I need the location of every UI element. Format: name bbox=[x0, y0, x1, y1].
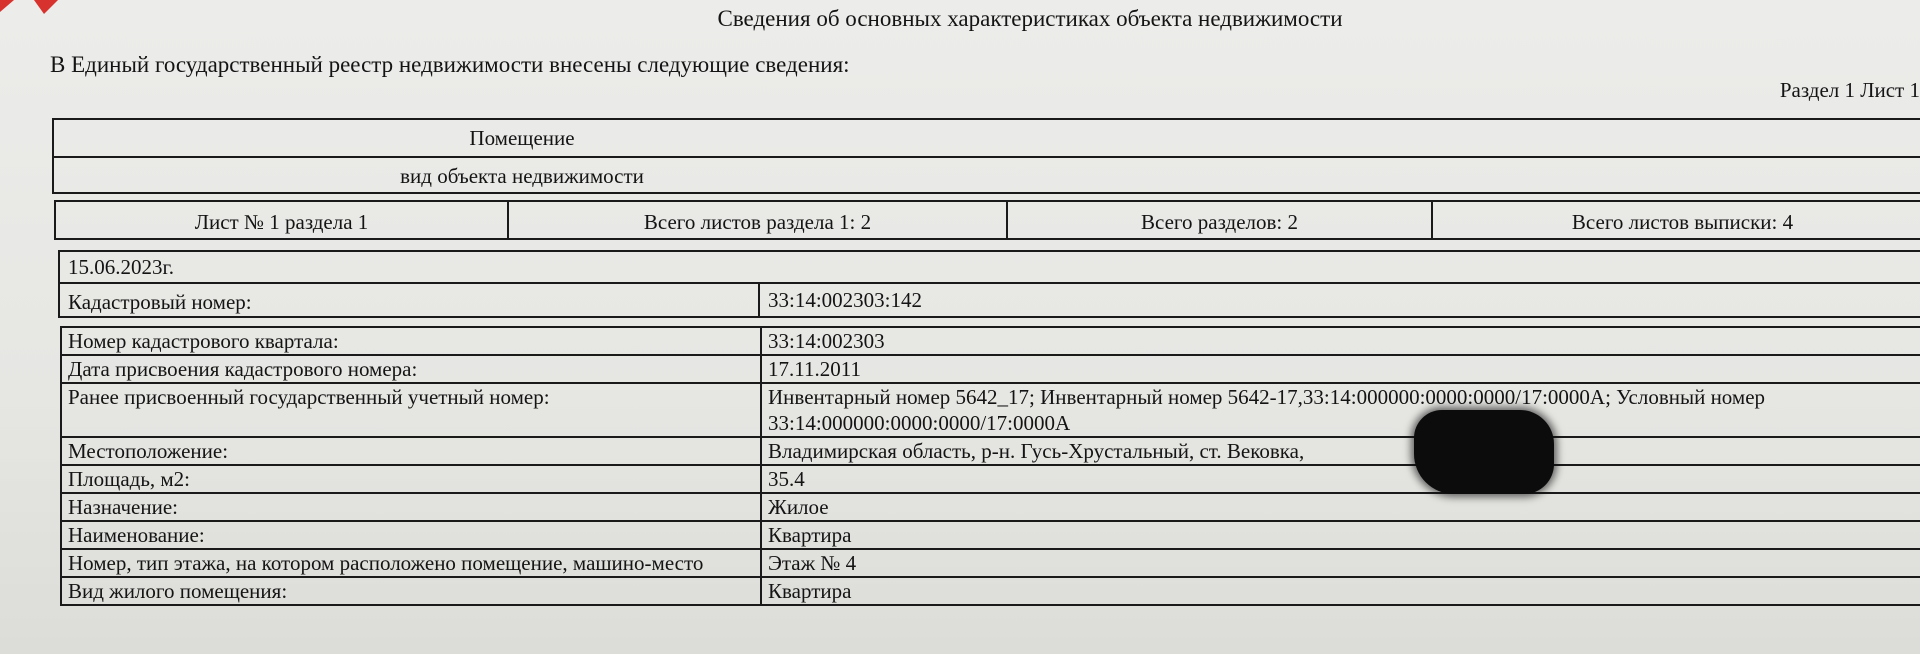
row-value: 17.11.2011 bbox=[761, 355, 1920, 383]
cadastral-number-label: Кадастровый номер: bbox=[60, 284, 760, 318]
table-row bbox=[61, 521, 1920, 549]
total-sections: Всего разделов: 2 bbox=[1008, 202, 1433, 238]
row-label: Номер, тип этажа, на котором расположено помещение, машино-место bbox=[61, 549, 761, 577]
document-title: Сведения об основных характеристиках объекта недвижимости bbox=[717, 6, 1343, 31]
table-row bbox=[61, 327, 1920, 355]
sheet-info-row bbox=[54, 200, 1920, 240]
row-label: Назначение: bbox=[61, 493, 761, 521]
row-label: Дата присвоения кадастрового номера: bbox=[61, 355, 761, 383]
row-value: Жилое bbox=[761, 493, 1920, 521]
table-row bbox=[61, 493, 1920, 521]
object-header bbox=[52, 118, 1920, 194]
total-sheets-extract: Всего листов выписки: 4 bbox=[1571, 210, 1794, 234]
object-type-caption: вид объекта недвижимости bbox=[54, 156, 1920, 192]
table-row bbox=[61, 577, 1920, 605]
row-value: Квартира bbox=[761, 577, 1920, 605]
characteristics-table bbox=[60, 326, 1920, 606]
table-row bbox=[61, 437, 1920, 465]
row-value: Владимирская область, р-н. Гусь-Хрустальный, ст. Вековка, bbox=[761, 437, 1920, 465]
extract-date: 15.06.2023г. bbox=[60, 252, 1920, 284]
row-value: Инвентарный номер 5642_17; Инвентарный номер 5642-17,33:14:000000:0000:0000/17:0000А; Условный номер 33:14:000000:0000:0000/17:0000А bbox=[761, 383, 1920, 437]
date-block bbox=[58, 250, 1920, 318]
row-value: Этаж № 4 bbox=[761, 549, 1920, 577]
cadastral-number-value: 33:14:002303:142 bbox=[768, 288, 923, 312]
row-label: Вид жилого помещения: bbox=[61, 577, 761, 605]
row-label: Местоположение: bbox=[61, 437, 761, 465]
sheet-of-section: Лист № 1 раздела 1 bbox=[56, 202, 509, 238]
row-label: Ранее присвоенный государственный учетный номер: bbox=[61, 383, 761, 437]
cadastral-number-row bbox=[60, 284, 1920, 318]
row-label: Наименование: bbox=[61, 521, 761, 549]
section-reference: Раздел 1 Лист 1 bbox=[1779, 78, 1920, 102]
table-row bbox=[61, 549, 1920, 577]
object-type: Помещение bbox=[469, 126, 575, 150]
redaction-mark bbox=[1414, 410, 1554, 494]
row-label: Площадь, м2: bbox=[61, 465, 761, 493]
row-value: 35.4 bbox=[761, 465, 1920, 493]
row-value: 33:14:002303 bbox=[761, 327, 1920, 355]
row-value: Квартира bbox=[761, 521, 1920, 549]
table-row bbox=[61, 465, 1920, 493]
table-row bbox=[61, 383, 1920, 437]
row-label: Номер кадастрового квартала: bbox=[61, 327, 761, 355]
intro-text: В Единый государственный реестр недвижимости внесены следующие сведения: bbox=[50, 52, 850, 77]
total-sheets-section: Всего листов раздела 1: 2 bbox=[509, 202, 1008, 238]
table-row bbox=[61, 355, 1920, 383]
